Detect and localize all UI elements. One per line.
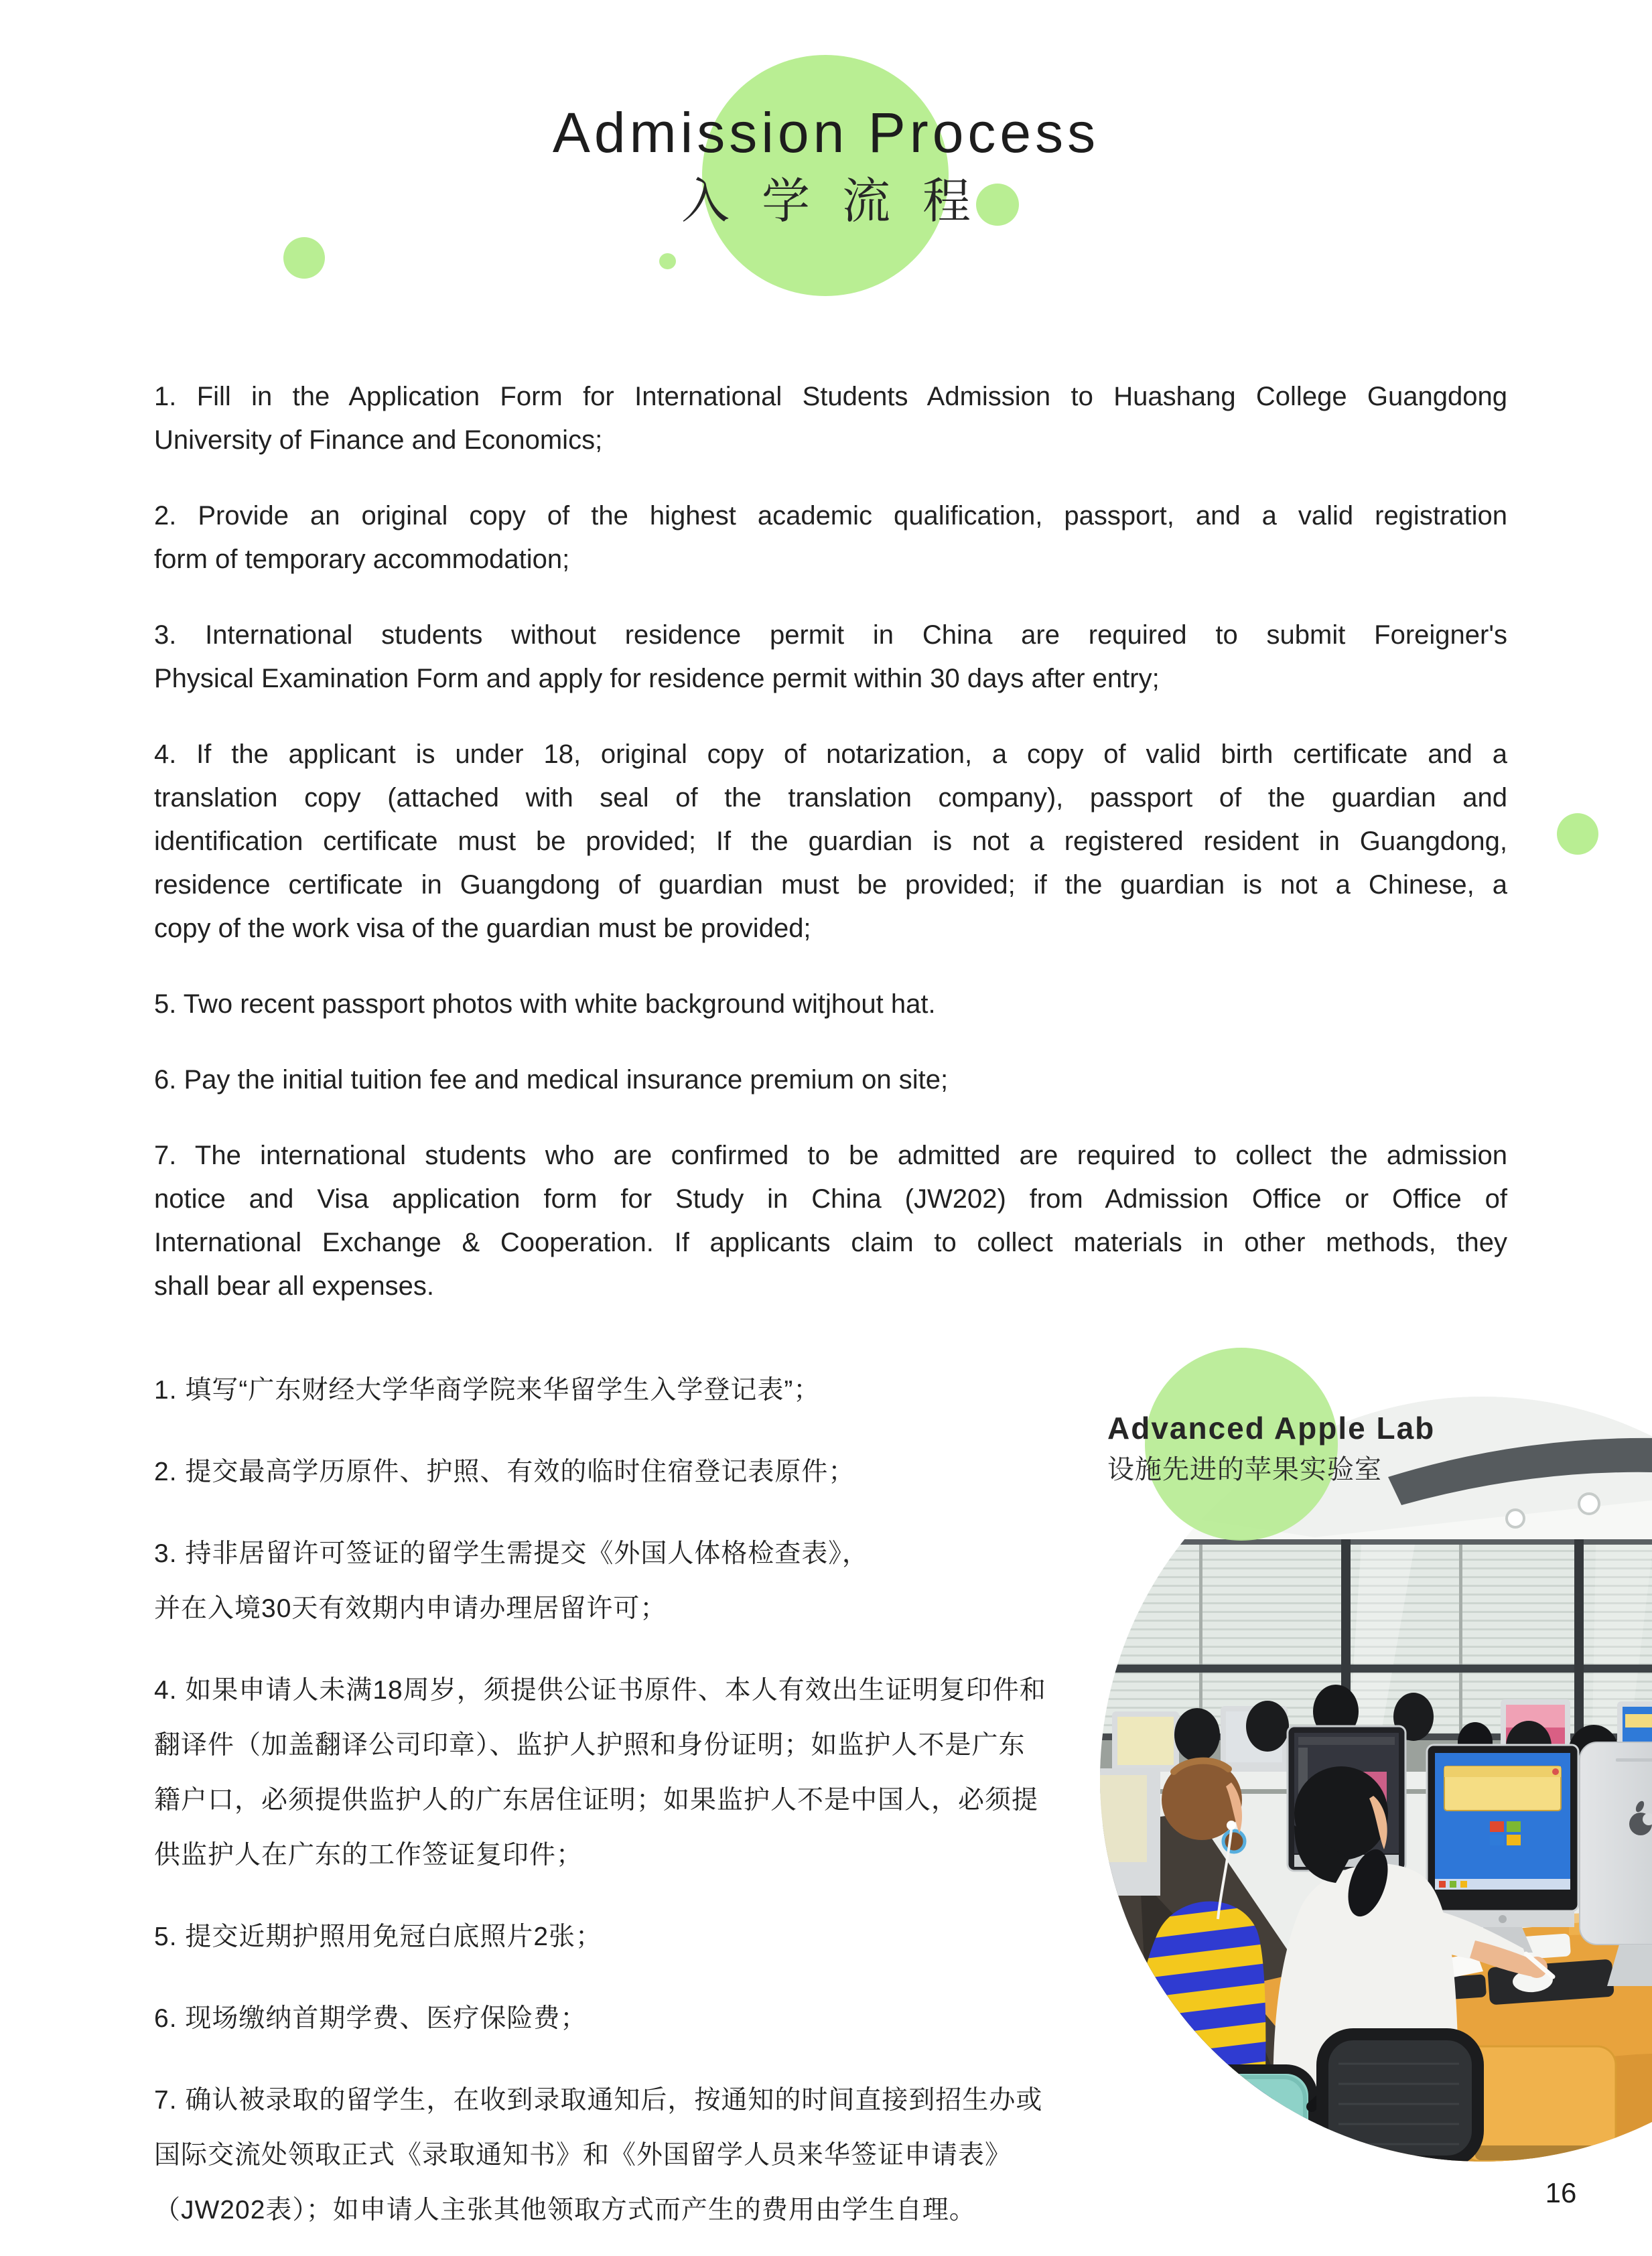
paragraph xyxy=(154,1527,1052,1636)
imac-screen xyxy=(1100,1775,1147,1862)
paragraph-line: identification certificate must be provided; If the guardian is not a registered resident in Guangdong, xyxy=(154,827,1507,856)
paragraph-line: 4. If the applicant is under 18, original copy of notarization, a copy of valid birth certificate and a xyxy=(154,739,1507,769)
paragraph-line: 6. 现场缴纳首期学费、医疗保险费； xyxy=(154,2004,588,2033)
paragraph-line: translation copy (attached with seal of the translation company), passport of the guardian and xyxy=(154,783,1507,813)
paragraph xyxy=(154,1991,1052,2046)
photo-caption: Advanced Apple Lab xyxy=(1107,1411,1436,1446)
paragraph-line: 5. 提交近期护照用免冠白底照片2张； xyxy=(154,1922,603,1951)
imac-screen xyxy=(1117,1717,1174,1765)
caster-wheel xyxy=(1328,2147,1349,2162)
green-dot-decoration xyxy=(659,253,676,269)
chinese-steps xyxy=(154,1363,1052,2238)
paragraph-line: 1. Fill in the Application Form for International Students Admission to Huashang College Guangdong xyxy=(154,382,1507,411)
page-subtitle-chinese: 入学流程 xyxy=(681,175,1003,228)
green-dot-decoration xyxy=(1557,813,1598,855)
chair-teal-back xyxy=(1162,2069,1313,2159)
caster-wheel xyxy=(1212,2153,1229,2162)
paragraph-line: residence certificate in Guangdong of guardian must be provided; if the guardian is not a Chinese, a xyxy=(154,870,1507,900)
paragraph xyxy=(154,1058,1507,1102)
paragraph xyxy=(154,1363,1052,1418)
imac-partial-left xyxy=(1100,1768,1160,1896)
paragraph-line: 2. 提交最高学历原件、护照、有效的临时住宿登记表原件； xyxy=(154,1458,855,1486)
paragraph-line: University of Finance and Economics; xyxy=(154,425,603,455)
paragraph-line: 并在入境30天有效期内申请办理居留许可； xyxy=(154,1594,667,1623)
ceiling-light xyxy=(1507,1510,1524,1527)
earphone xyxy=(1227,1821,1236,1830)
paragraph-line: 2. Provide an original copy of the highest academic qualification, passport, and a valid registration xyxy=(154,501,1507,531)
paragraph-line: shall bear all expenses. xyxy=(154,1271,435,1301)
english-steps xyxy=(154,375,1507,1308)
paragraph-line: 供监护人在广东的工作签证复印件； xyxy=(154,1841,583,1870)
paragraph xyxy=(154,983,1507,1026)
paragraph xyxy=(154,494,1507,581)
paragraph xyxy=(154,2073,1052,2238)
student-head xyxy=(1174,1708,1220,1762)
paragraph-line: copy of the work visa of the guardian must be provided; xyxy=(154,914,811,943)
paragraph-line: 1. 填写“广东财经大学华商学院来华留学生入学登记表”； xyxy=(154,1376,821,1405)
paragraph xyxy=(154,1445,1052,1500)
paragraph-line: 5. Two recent passport photos with white background witjhout hat. xyxy=(154,989,936,1019)
paragraph-line: 7. The international students who are confirmed to be admitted are required to collect the admission xyxy=(154,1141,1507,1170)
desk-side-panel xyxy=(1462,2046,1616,2162)
paragraph-line: International Exchange & Cooperation. If applicants claim to collect materials in other methods, they xyxy=(154,1228,1507,1257)
paragraph-line: notice and Visa application form for Study in China (JW202) from Admission Office or Office of xyxy=(154,1184,1507,1214)
paragraph-line: 4. 如果申请人未满18周岁，须提供公证书原件、本人有效出生证明复印件和 xyxy=(154,1676,1046,1705)
window-mullion xyxy=(1574,1539,1584,1740)
paragraph xyxy=(154,375,1507,462)
paragraph xyxy=(154,1134,1507,1308)
paragraph-line: form of temporary accommodation; xyxy=(154,545,570,574)
photo-caption-chinese: 设施先进的苹果实验室 xyxy=(1107,1455,1382,1484)
paragraph-line: （JW202表）；如申请人主张其他领取方式而产生的费用由学生自理。 xyxy=(154,2196,976,2225)
paragraph-line: Physical Examination Form and apply for residence permit within 30 days after entry; xyxy=(154,664,1160,693)
paragraph-line: 籍户口，必须提供监护人的广东居住证明；如果监护人不是中国人，必须提 xyxy=(154,1786,1039,1815)
chair-base xyxy=(1200,2158,1328,2162)
page-number: 16 xyxy=(1545,2177,1577,2208)
paragraph-line: 6. Pay the initial tuition fee and medical insurance premium on site; xyxy=(154,1065,949,1095)
paragraph xyxy=(154,1910,1052,1965)
green-dot-decoration xyxy=(283,237,325,279)
paragraph-line: 3. 持非居留许可签证的留学生需提交《外国人体格检查表》， xyxy=(154,1539,869,1568)
ceiling-light xyxy=(1579,1494,1599,1514)
paragraph xyxy=(154,1663,1052,1883)
paragraph-line: 国际交流处领取正式《录取通知书》和《外国留学人员来华签证申请表》 xyxy=(154,2141,1012,2170)
paragraph-line: 3. International students without residence permit in China are required to submit Foreigner's xyxy=(154,620,1507,650)
page-title: Admission Process xyxy=(552,101,1100,164)
paragraph-line: 翻译件（加盖翻译公司印章）、监护人护照和身份证明；如监护人不是广东 xyxy=(154,1731,1026,1760)
student-head xyxy=(1246,1701,1289,1752)
office-chairs xyxy=(1162,2034,1478,2162)
paragraph xyxy=(154,614,1507,701)
paragraph xyxy=(154,733,1507,950)
chair-mesh-back xyxy=(1322,2034,1478,2162)
paragraph-line: 7. 确认被录取的留学生，在收到录取通知后，按通知的时间直接到招生办或 xyxy=(154,2086,1043,2115)
